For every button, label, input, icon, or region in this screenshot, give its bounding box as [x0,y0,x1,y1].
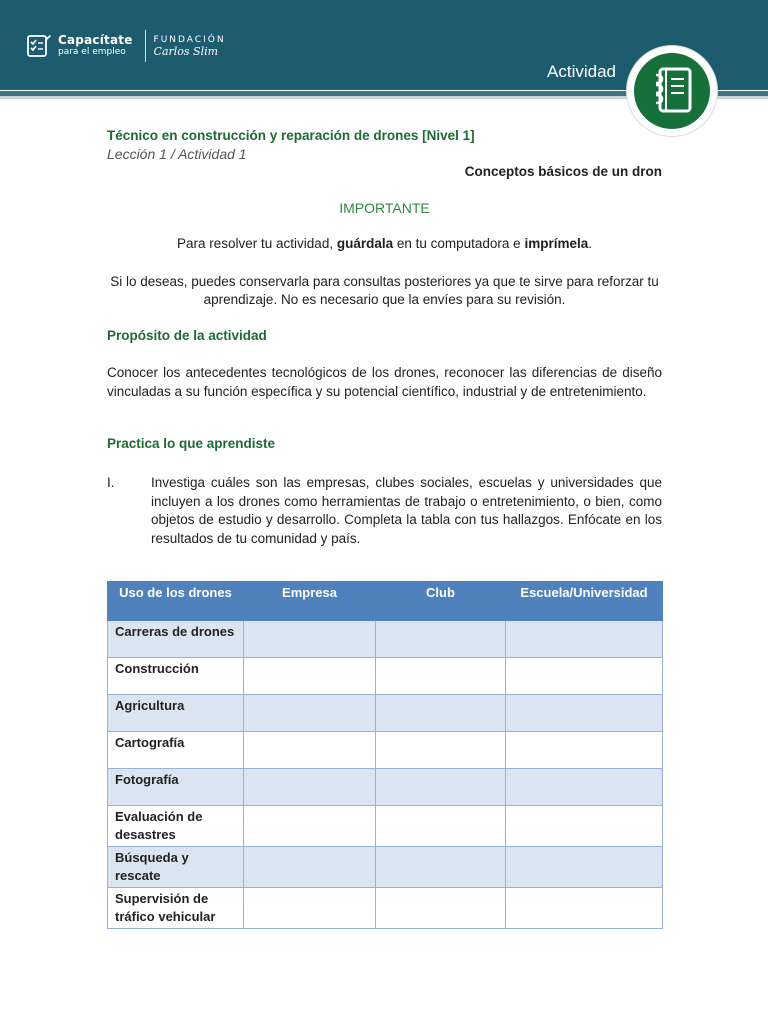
club-cell[interactable] [376,769,506,806]
empresa-cell[interactable] [244,888,376,929]
escuela-cell[interactable] [506,769,663,806]
notebook-icon [646,63,698,119]
drone-uses-table [107,581,663,929]
header-escuela: Escuela/Universidad [506,582,663,621]
table-row [108,888,663,929]
foundation-top-text: FUNDACIÓN [153,35,226,45]
logo-divider [145,30,146,62]
logo-sub-text: para el empleo [58,47,126,57]
instructions-text-2: en tu computadora e [393,236,525,251]
lesson-label: Lección 1 / Actividad 1 [107,146,247,162]
escuela-cell[interactable] [506,888,663,929]
empresa-cell[interactable] [244,732,376,769]
club-cell[interactable] [376,658,506,695]
empresa-cell[interactable] [244,806,376,847]
table-row [108,806,663,847]
instructions-paragraph [107,236,662,251]
empresa-cell[interactable] [244,695,376,732]
club-cell[interactable] [376,621,506,658]
activity-label: Actividad [547,62,616,81]
instructions-text-3: . [588,236,592,251]
empresa-cell[interactable] [244,621,376,658]
important-heading: IMPORTANTE [339,200,430,216]
empresa-cell[interactable] [244,769,376,806]
table-row [108,695,663,732]
escuela-cell[interactable] [506,847,663,888]
table-row [108,621,663,658]
header-uso: Uso de los drones [108,582,244,621]
exercise-number: I. [107,475,115,490]
instructions-text-1: Para resolver tu actividad, [177,236,337,251]
course-title: Técnico en construcción y reparación de drones [Nivel 1] [107,128,475,143]
table-row [108,847,663,888]
purpose-paragraph: Conocer los antecedentes tecnológicos de los drones, reconocer las diferencias de diseño vinculadas a su función específica y su potencial científico, industrial y de entretenimiento. [107,365,662,399]
row-label: Agricultura [108,695,244,732]
escuela-cell[interactable] [506,658,663,695]
purpose-heading: Propósito de la actividad [107,328,267,343]
table-row [108,769,663,806]
empresa-cell[interactable] [244,658,376,695]
foundation-bottom-text: Carlos Slim [153,45,219,58]
row-label: Fotografía [108,769,244,806]
capacitate-logo [26,30,226,62]
table-header-row [108,582,663,621]
exercise-item [107,474,662,548]
club-cell[interactable] [376,847,506,888]
table-row [108,732,663,769]
row-label: Búsqueda y rescate [108,847,244,888]
keep-note-paragraph: Si lo deseas, puedes conservarla para consultas posteriores ya que te sirve para reforzar tu aprendizaje. No es necesario que la envíes para su revisión. [110,274,659,307]
exercise-text: Investiga cuáles son las empresas, clubes sociales, escuelas y universidades que incluyen a los drones como herramientas de trabajo o entretenimiento, o bien, como objetos de estudio y desarrollo. Completa la tabla con tus hallazgos. Enfócate en los resultados de tu comunidad y país. [151,475,662,546]
club-cell[interactable] [376,695,506,732]
row-label: Supervisión de tráfico vehicular [108,888,244,929]
escuela-cell[interactable] [506,695,663,732]
row-label: Cartografía [108,732,244,769]
club-cell[interactable] [376,806,506,847]
escuela-cell[interactable] [506,621,663,658]
foundation-logo [154,35,226,57]
row-label: Carreras de drones [108,621,244,658]
instructions-save-emphasis: guárdala [336,236,394,251]
empresa-cell[interactable] [244,847,376,888]
club-cell[interactable] [376,732,506,769]
row-label: Construcción [108,658,244,695]
practice-heading: Practica lo que aprendiste [107,436,276,451]
header-empresa: Empresa [244,582,376,621]
escuela-cell[interactable] [506,806,663,847]
table-row [108,658,663,695]
club-cell[interactable] [376,888,506,929]
logo-main-text: Capacítate [58,33,133,47]
escuela-cell[interactable] [506,732,663,769]
activity-subtitle: Conceptos básicos de un dron [464,164,662,179]
instructions-print-emphasis: imprímela [524,236,589,251]
row-label: Evaluación de desastres [108,806,244,847]
checklist-icon [26,33,52,59]
activity-badge [627,46,717,136]
header-club: Club [376,582,506,621]
